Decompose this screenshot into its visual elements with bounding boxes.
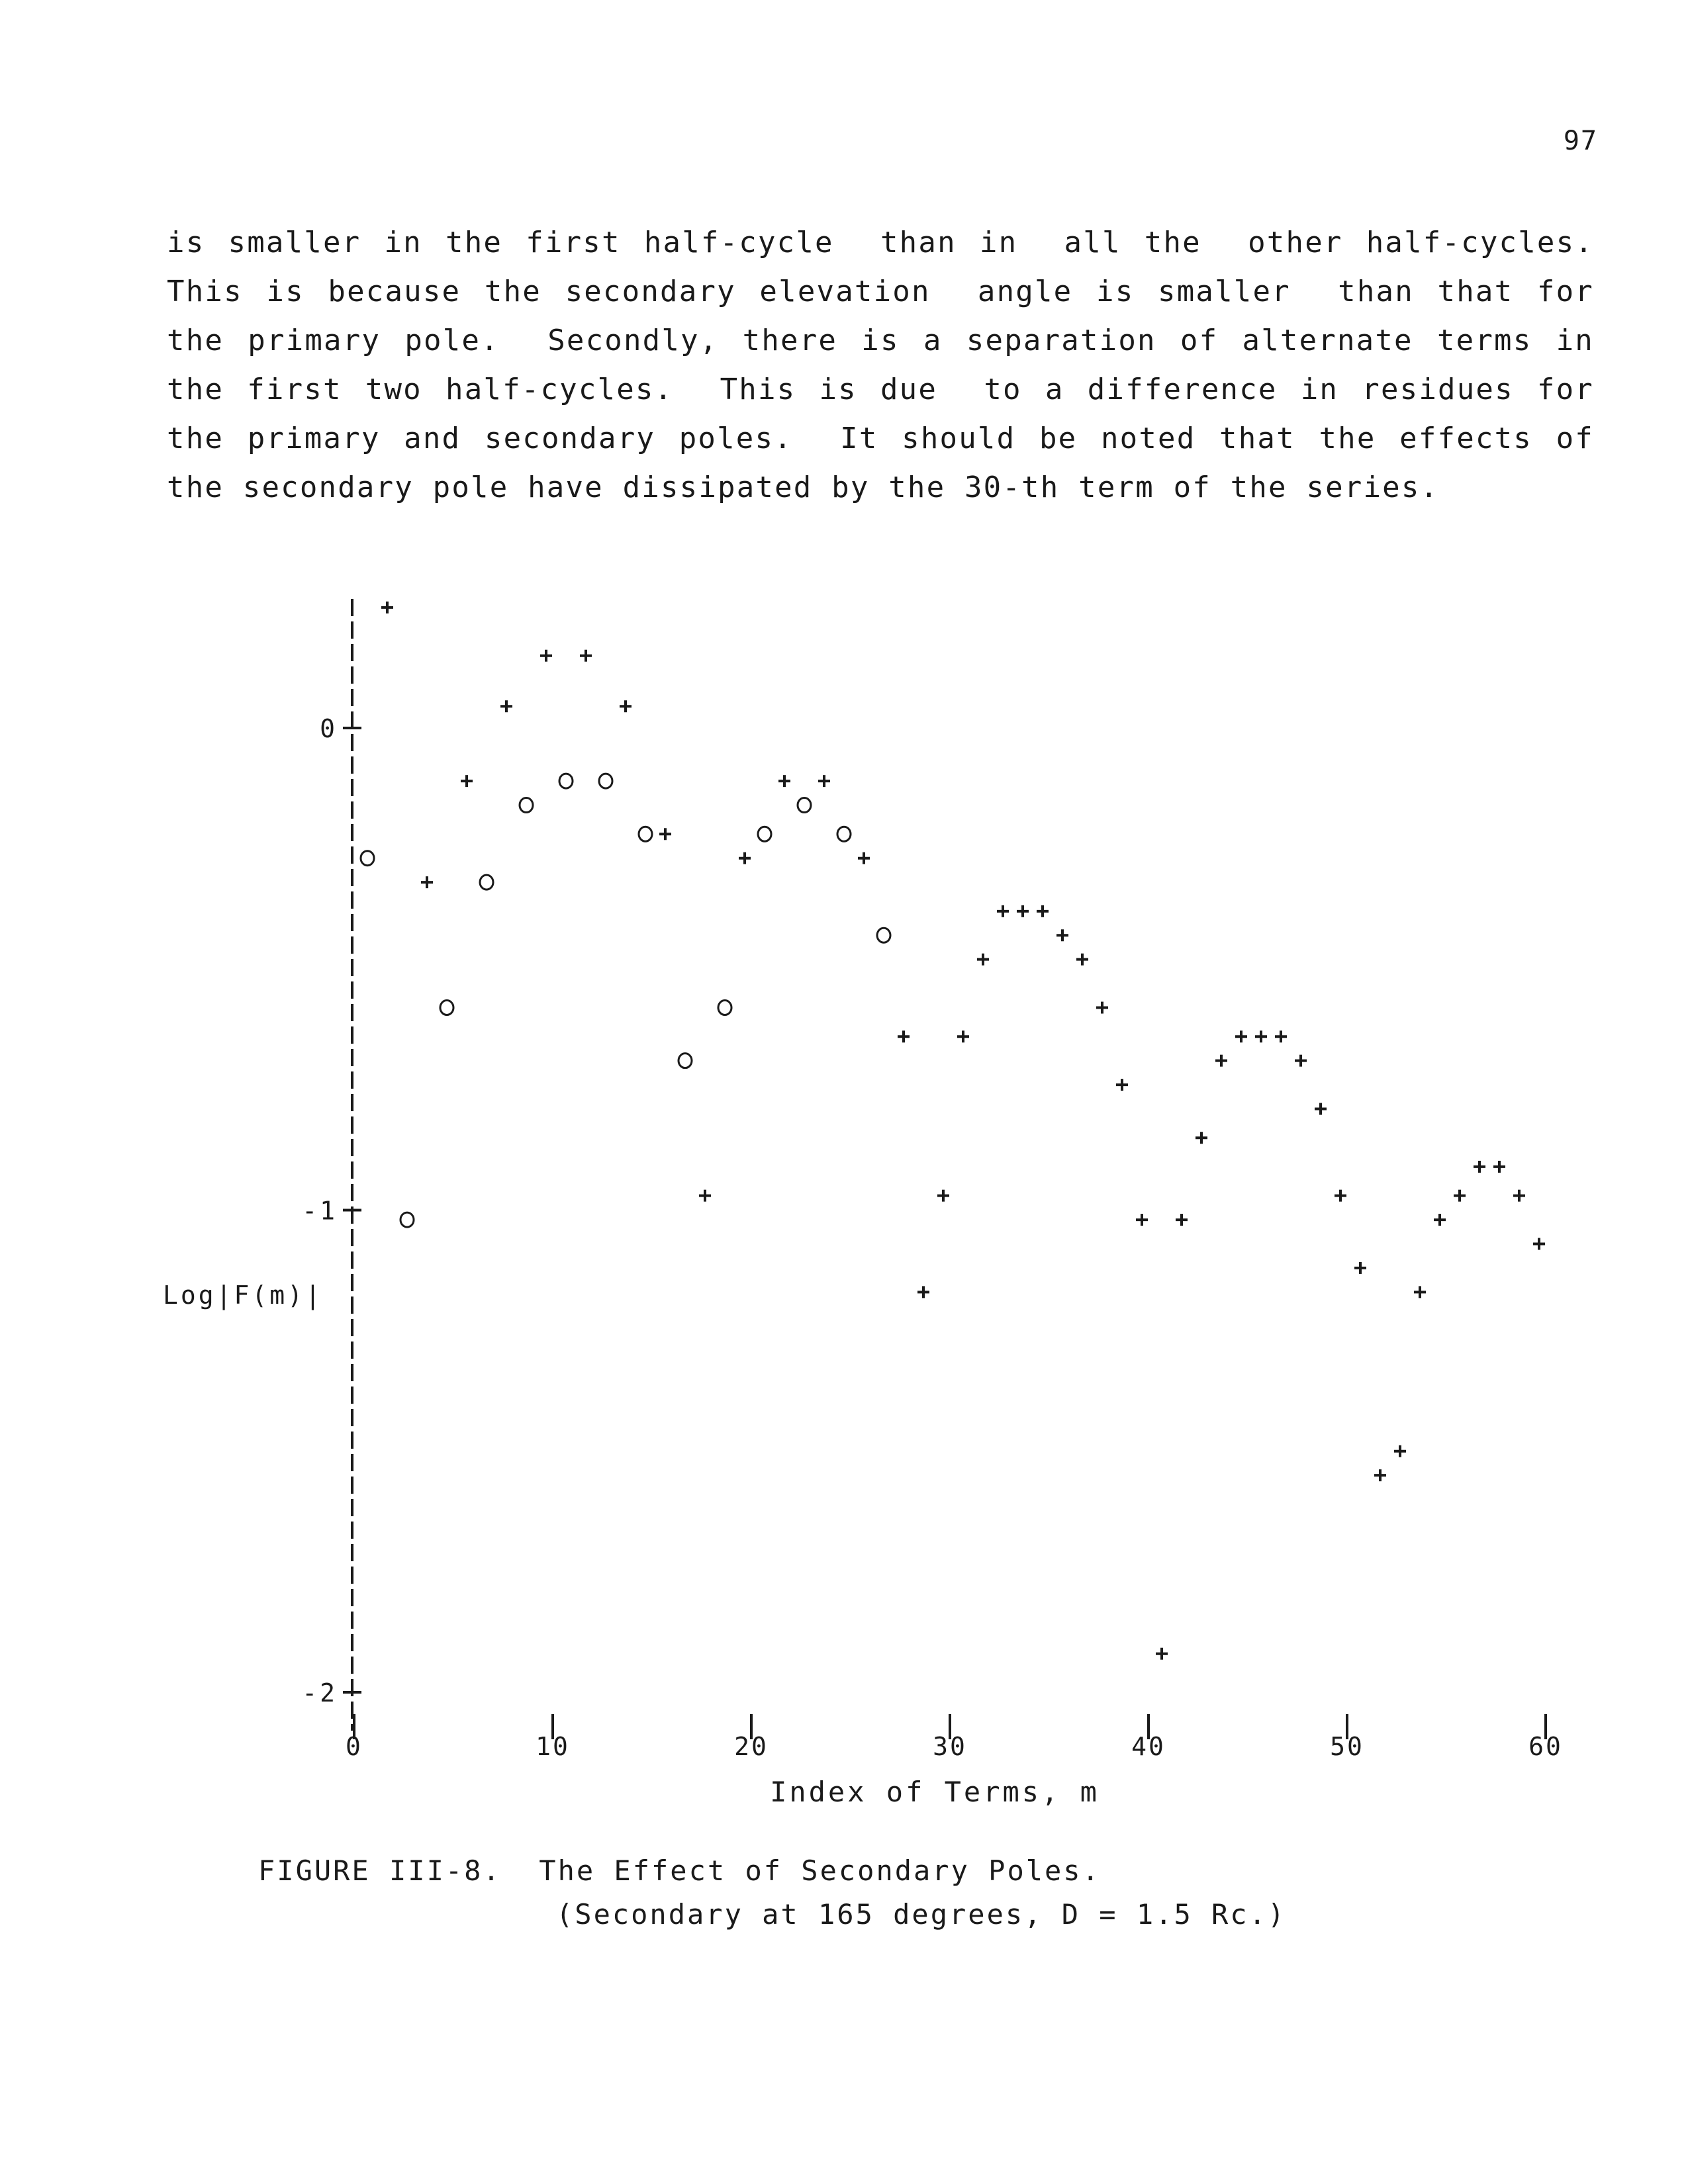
plus-marker bbox=[1215, 1055, 1227, 1067]
circle-marker bbox=[400, 1212, 414, 1227]
plus-marker bbox=[1156, 1648, 1168, 1660]
text-line: the primary and secondary poles. It should be noted that the effects of bbox=[167, 422, 1594, 455]
plus-marker bbox=[540, 650, 552, 662]
y-tick-label: -2 bbox=[302, 1678, 338, 1707]
text-line: This is because the secondary elevation angle is smaller than that for bbox=[167, 275, 1594, 308]
page-number: 97 bbox=[1563, 126, 1598, 156]
plus-marker bbox=[1474, 1161, 1485, 1173]
circle-marker bbox=[639, 827, 652, 841]
x-tick-label: 50 bbox=[1330, 1732, 1364, 1761]
plus-marker bbox=[917, 1286, 929, 1298]
plus-marker bbox=[1017, 905, 1029, 917]
text-line: the primary pole. Secondly, there is a separation of alternate terms in bbox=[167, 324, 1594, 357]
plus-marker bbox=[977, 954, 989, 966]
x-tick-group bbox=[346, 1714, 1563, 1761]
plus-marker bbox=[818, 775, 830, 787]
plus-marker bbox=[957, 1030, 969, 1042]
plus-marker bbox=[1394, 1445, 1406, 1457]
circle-marker bbox=[599, 774, 612, 788]
plus-marker bbox=[1037, 905, 1049, 917]
x-tick-label: 30 bbox=[933, 1732, 967, 1761]
plus-marker bbox=[997, 905, 1009, 917]
x-axis-label: Index of Terms, m bbox=[770, 1776, 1100, 1808]
plus-marker bbox=[580, 650, 592, 662]
plus-marker bbox=[1374, 1469, 1386, 1481]
plus-marker bbox=[1354, 1262, 1366, 1274]
plus-marker bbox=[620, 700, 632, 712]
y-tick-label: -1 bbox=[302, 1196, 338, 1226]
circle-marker bbox=[877, 928, 890, 942]
plus-marker bbox=[500, 700, 512, 712]
chart-axes bbox=[0, 0, 352, 1731]
text-line: the first two half-cycles. This is due to a difference in residues for bbox=[167, 373, 1594, 406]
circle-marker bbox=[758, 827, 771, 841]
plus-marker bbox=[1414, 1286, 1426, 1298]
plus-marker bbox=[1176, 1214, 1188, 1226]
plus-marker bbox=[1315, 1103, 1327, 1115]
plus-marker bbox=[898, 1030, 910, 1042]
plus-marker bbox=[1076, 954, 1088, 966]
figure-caption: FIGURE III-8. The Effect of Secondary Poles. bbox=[258, 1854, 1101, 1887]
circle-marker bbox=[520, 798, 533, 813]
circle-marker bbox=[361, 851, 374, 866]
plus-marker bbox=[778, 775, 790, 787]
plus-marker bbox=[858, 852, 870, 864]
plus-marker bbox=[1136, 1214, 1148, 1226]
plus-marker bbox=[1295, 1055, 1307, 1067]
x-tick-label: 10 bbox=[536, 1732, 570, 1761]
figure-subcaption: (Secondary at 165 degrees, D = 1.5 Rc.) bbox=[556, 1898, 1287, 1931]
plus-marker bbox=[1096, 1002, 1108, 1014]
x-tick-label: 60 bbox=[1528, 1732, 1563, 1761]
plus-marker bbox=[1454, 1190, 1466, 1202]
plus-marker bbox=[659, 828, 671, 840]
plus-marker bbox=[1056, 929, 1068, 941]
plus-marker bbox=[381, 602, 393, 614]
plus-marker bbox=[1255, 1030, 1267, 1042]
plus-marker bbox=[1275, 1030, 1287, 1042]
text-line: the secondary pole have dissipated by the 30-th term of the series. bbox=[167, 471, 1440, 504]
x-tick-label: 20 bbox=[734, 1732, 769, 1761]
plus-marker bbox=[1434, 1214, 1446, 1226]
plus-marker bbox=[1116, 1079, 1128, 1091]
text-line: is smaller in the first half-cycle than in all the other half-cycles. bbox=[167, 226, 1594, 259]
y-tick-label: 0 bbox=[320, 714, 338, 743]
data-points bbox=[361, 602, 1545, 1660]
plus-marker bbox=[1533, 1238, 1545, 1250]
x-tick-label: 0 bbox=[346, 1732, 363, 1761]
plus-marker bbox=[461, 775, 473, 787]
plus-marker bbox=[1196, 1132, 1207, 1144]
circle-marker bbox=[798, 798, 811, 813]
circle-marker bbox=[718, 1001, 731, 1015]
plus-marker bbox=[421, 876, 433, 888]
circle-marker bbox=[837, 827, 851, 841]
circle-marker bbox=[559, 774, 573, 788]
plus-marker bbox=[1235, 1030, 1247, 1042]
plus-marker bbox=[1493, 1161, 1505, 1173]
plus-marker bbox=[1335, 1190, 1346, 1202]
circle-marker bbox=[480, 875, 493, 889]
plus-marker bbox=[937, 1190, 949, 1202]
circle-marker bbox=[440, 1001, 453, 1015]
plus-marker bbox=[739, 852, 751, 864]
y-axis-label: Log|F(m)| bbox=[163, 1281, 323, 1310]
circle-marker bbox=[679, 1054, 692, 1068]
plus-marker bbox=[1513, 1190, 1525, 1202]
plus-marker bbox=[699, 1190, 711, 1202]
x-tick-label: 40 bbox=[1131, 1732, 1166, 1761]
